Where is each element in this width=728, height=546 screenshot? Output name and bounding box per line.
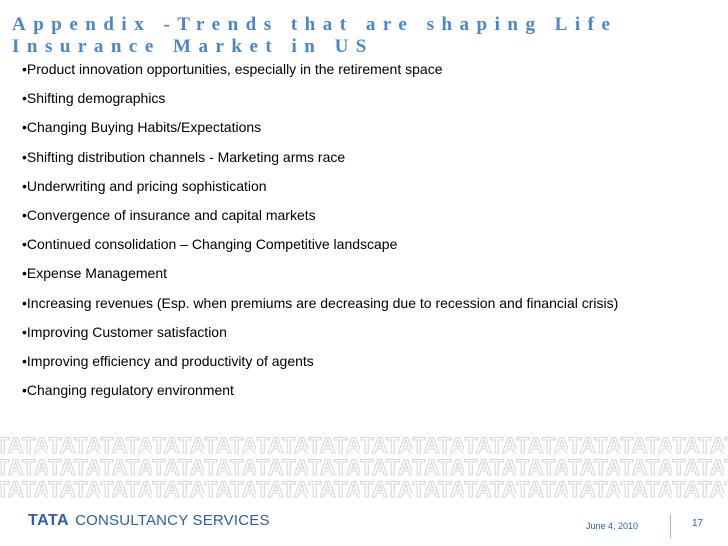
bullet-marker: • <box>22 148 27 165</box>
footer-date: June 4, 2010 <box>586 521 639 531</box>
tata-pattern-svg <box>0 432 728 500</box>
bullet-item <box>22 294 702 312</box>
page-number: 17 <box>692 518 704 529</box>
bullet-text: Underwriting and pricing sophistication <box>26 177 267 194</box>
bullet-marker: • <box>22 90 27 107</box>
bullet-text: Changing regulatory environment <box>26 382 234 399</box>
bullet-list <box>22 60 702 410</box>
logo-company-text: CONSULTANCY SERVICES <box>75 512 270 529</box>
bullet-item <box>22 235 702 253</box>
bullet-item <box>22 60 702 78</box>
bullet-text: Continued consolidation – Changing Competitive landscape <box>26 236 398 253</box>
bullet-marker: • <box>22 206 27 223</box>
bullet-text: Shifting demographics <box>26 90 166 107</box>
bullet-item <box>22 381 702 399</box>
bullet-marker: • <box>22 294 27 311</box>
bullet-item <box>22 206 702 224</box>
bullet-marker: • <box>22 323 27 340</box>
bullet-text: Changing Buying Habits/Expectations <box>26 119 262 136</box>
bullet-marker: • <box>22 236 27 253</box>
logo-tata-text: TATA <box>28 512 70 529</box>
bullet-text: Shifting distribution channels - Marketing arms race <box>26 148 346 165</box>
bullet-text: Expense Management <box>26 265 167 282</box>
bullet-item <box>22 177 702 195</box>
bullet-text: Convergence of insurance and capital markets <box>26 206 316 223</box>
bullet-marker: • <box>22 61 27 77</box>
footer <box>0 500 728 546</box>
footer-divider <box>670 514 671 538</box>
tcs-logo <box>28 512 270 530</box>
bullet-marker: • <box>22 352 27 369</box>
bullet-marker: • <box>22 382 27 399</box>
slide-title: Appendix -Trends that are shaping Life Insurance Market in US <box>12 14 630 57</box>
bullet-marker: • <box>22 265 27 282</box>
bullet-item <box>22 148 702 166</box>
bullet-marker: • <box>22 119 27 136</box>
bullet-text: Improving Customer satisfaction <box>26 323 227 340</box>
bullet-text: Product innovation opportunities, especially in the retirement space <box>26 61 443 77</box>
tata-watermark-pattern <box>0 432 728 500</box>
bullet-text: Increasing revenues (Esp. when premiums are decreasing due to recession and financial crisis) <box>26 294 619 311</box>
bullet-item <box>22 118 702 136</box>
bullet-item <box>22 352 702 370</box>
bullet-marker: • <box>22 177 27 194</box>
bullet-item <box>22 89 702 107</box>
bullet-item <box>22 264 702 282</box>
bullet-text: Improving efficiency and productivity of agents <box>26 352 314 369</box>
bullet-item <box>22 323 702 341</box>
